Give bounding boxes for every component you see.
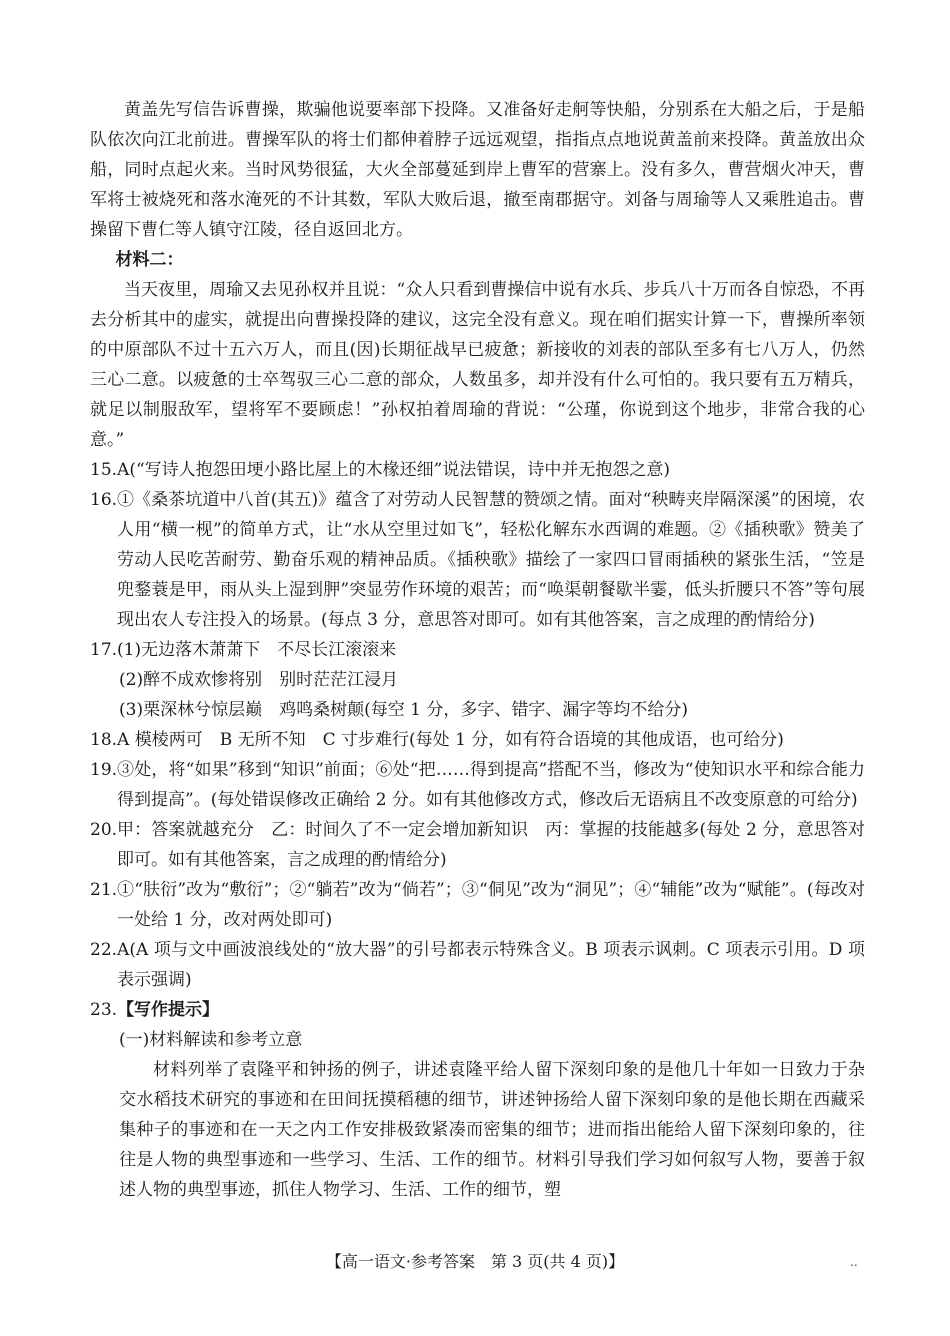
answer-text: ③处，将“如果”移到“知识”前面；⑥处“把……得到提高”搭配不当，修改为“使知识水平和综合能力得到提高”。(每处错误修改正确给 2 分。如有其他修改方式，修改后无语病且不改变原意的可给分) — [117, 760, 865, 810]
answer-text: 甲：答案就越充分 乙：时间久了不一定会增加新知识 丙：掌握的技能越多(每处 2 分，意思答对即可。如有其他答案，言之成理的酌情给分) — [117, 820, 865, 870]
answer-number: 16. — [90, 490, 118, 510]
writing-tips-subtitle: (一)材料解读和参考立意 — [119, 1030, 303, 1050]
material-two-paragraph: 当天夜里，周瑜又去见孙权并且说：“众人只看到曹操信中说有水兵、步兵八十万而各自惊恐，不再去分析其中的虚实，就提出向曹操投降的建议，这完全没有意义。现在咱们据实计算一下，曹操所率领的中原部队不过十五六万人，而且(因)长期征战早已疲惫；新接收的刘表的部队至多有七八万人，仍然三心二意。以疲惫的士卒驾驭三心二意的部众，人数虽多，却并没有什么可怕的。我只要有五万精兵，就足以制服敌军，望将军不要顾虑！”孙权拍着周瑜的背说：“公瑾，你说到这个地步，非常合我的心意。” — [90, 280, 865, 450]
answer-text: A(A 项与文中画波浪线处的“放大器”的引号都表示特殊含义。B 项表示讽刺。C 项表示引用。D 项表示强调) — [117, 940, 865, 990]
answer-number: 21. — [90, 880, 118, 900]
answer-number: 19. — [90, 760, 118, 780]
answer-number: 15. — [90, 460, 118, 480]
answer-text: ①“肤衍”改为“敷衍”；②“躺若”改为“倘若”；③“侗见”改为“洞见”；④“辅能”改为“赋能”。(每改对一处给 1 分，改对两处即可) — [117, 880, 865, 930]
writing-tips-text: 材料列举了袁隆平和钟扬的例子，讲述袁隆平给人留下深刻印象的是他几十年如一日致力于杂交水稻技术研究的事迹和在田间抚摸稻穗的细节，讲述钟扬给人留下深刻印象的是他长期在西藏采集种子的事迹和在一天之内工作安排极致紧凑而密集的细节；进而指出能给人留下深刻印象的，往往是人物的典型事迹和一些学习、生活、工作的细节。材料引导我们学习如何叙写人物，要善于叙述人物的典型事迹，抓住人物学习、生活、工作的细节，塑 — [119, 1060, 865, 1200]
answer-text: (1)无边落木萧萧下 不尽长江滚滚来 — [117, 640, 397, 660]
page-content — [90, 95, 865, 1205]
answer-21 — [90, 875, 865, 935]
page-footer: 【高一语文·参考答案 第 3 页(共 4 页)】 — [325, 1252, 625, 1271]
material-two-heading: 材料二： — [115, 250, 184, 270]
answer-17-line-3: (3)栗深林兮惊层巅 鸡鸣桑树颠(每空 1 分，多字、错字、漏字等均不给分) — [119, 700, 688, 720]
answer-23 — [90, 995, 865, 1025]
material-one-paragraph: 黄盖先写信告诉曹操，欺骗他说要率部下投降。又准备好走舸等快船，分别系在大船之后，于是船队依次向江北前进。曹操军队的将士们都伸着脖子远远观望，指指点点地说黄盖前来投降。黄盖放出众船，同时点起火来。当时风势很猛，大火全部蔓延到岸上曹军的营寨上。没有多久，曹营烟火冲天，曹军将士被烧死和落水淹死的不计其数，军队大败后退，撤至南郡据守。刘备与周瑜等人又乘胜追击。曹操留下曹仁等人镇守江陵，径自返回北方。 — [90, 100, 865, 240]
answer-number: 18. — [90, 730, 118, 750]
footer-mark: .. — [850, 1255, 858, 1269]
answer-text: ①《桑茶坑道中八首(其五)》蕴含了对劳动人民智慧的赞颂之情。面对“秧畴夹岸隔深溪”的困境，农人用“横一枧”的简单方式，让“水从空里过如飞”，轻松化解东水西调的难题。②《插秧歌》赞美了劳动人民吃苦耐劳、勤奋乐观的精神品质。《插秧歌》描绘了一家四口冒雨插秧的紧张生活，“笠是兜鍪蓑是甲，雨从头上湿到胛”突显劳作环境的艰苦；而“唤渠朝餐歇半霎，低头折腰只不答”等句展现出农人专注投入的场景。(每点 3 分，意思答对即可。如有其他答案，言之成理的酌情给分) — [117, 490, 865, 630]
answer-15 — [90, 455, 865, 485]
answer-number: 23. — [90, 1000, 118, 1020]
answer-number: 20. — [90, 820, 118, 840]
answer-text: A 模棱两可 B 无所不知 C 寸步难行(每处 1 分，如有符合语境的其他成语，也可给分) — [117, 730, 784, 750]
answer-20 — [90, 815, 865, 875]
answer-18 — [90, 725, 865, 755]
answer-number: 17. — [90, 640, 118, 660]
answer-19 — [90, 755, 865, 815]
writing-tips-title: 【写作提示】 — [117, 1000, 220, 1020]
answer-22 — [90, 935, 865, 995]
answer-16 — [90, 485, 865, 635]
answer-number: 22. — [90, 940, 118, 960]
answer-17 — [90, 635, 865, 665]
answer-17-line-2: (2)醉不成欢惨将别 别时茫茫江浸月 — [119, 670, 399, 690]
answer-text: A(“写诗人抱怨田埂小路比屋上的木椽还细”说法错误，诗中并无抱怨之意) — [117, 460, 670, 480]
